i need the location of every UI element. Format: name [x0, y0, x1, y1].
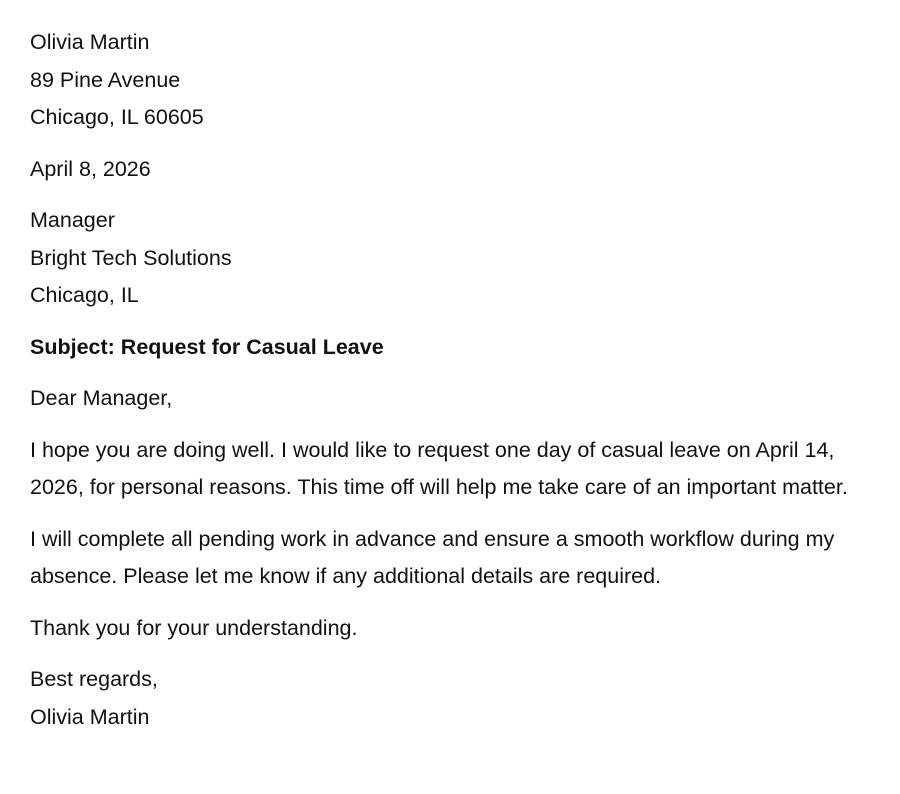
sender-name: Olivia Martin [30, 30, 150, 54]
closing: Best regards, [30, 667, 158, 691]
recipient-city: Chicago, IL [30, 283, 139, 307]
sender-city: Chicago, IL 60605 [30, 105, 204, 129]
recipient-address [30, 202, 880, 315]
body-paragraph: I will complete all pending work in advance and ensure a smooth workflow during my absence. Please let me know if any additional details are required. [30, 526, 835, 588]
body-paragraph: Thank you for your understanding. [30, 615, 358, 640]
recipient-title: Manager [30, 208, 115, 232]
salutation: Dear Manager, [30, 386, 173, 410]
sender-address [30, 24, 880, 137]
sender-street: 89 Pine Avenue [30, 67, 181, 92]
sign-off [30, 661, 880, 736]
signature: Olivia Martin [30, 704, 150, 729]
letter-date: April 8, 2026 [30, 156, 151, 181]
subject-line: Subject: Request for Casual Leave [30, 334, 384, 359]
body-paragraph: I hope you are doing well. I would like to request one day of casual leave on April 14, 2026, for personal reasons. This time off will help me take care of an important matter. [30, 437, 848, 499]
letter [30, 24, 880, 750]
recipient-company: Bright Tech Solutions [30, 245, 232, 270]
